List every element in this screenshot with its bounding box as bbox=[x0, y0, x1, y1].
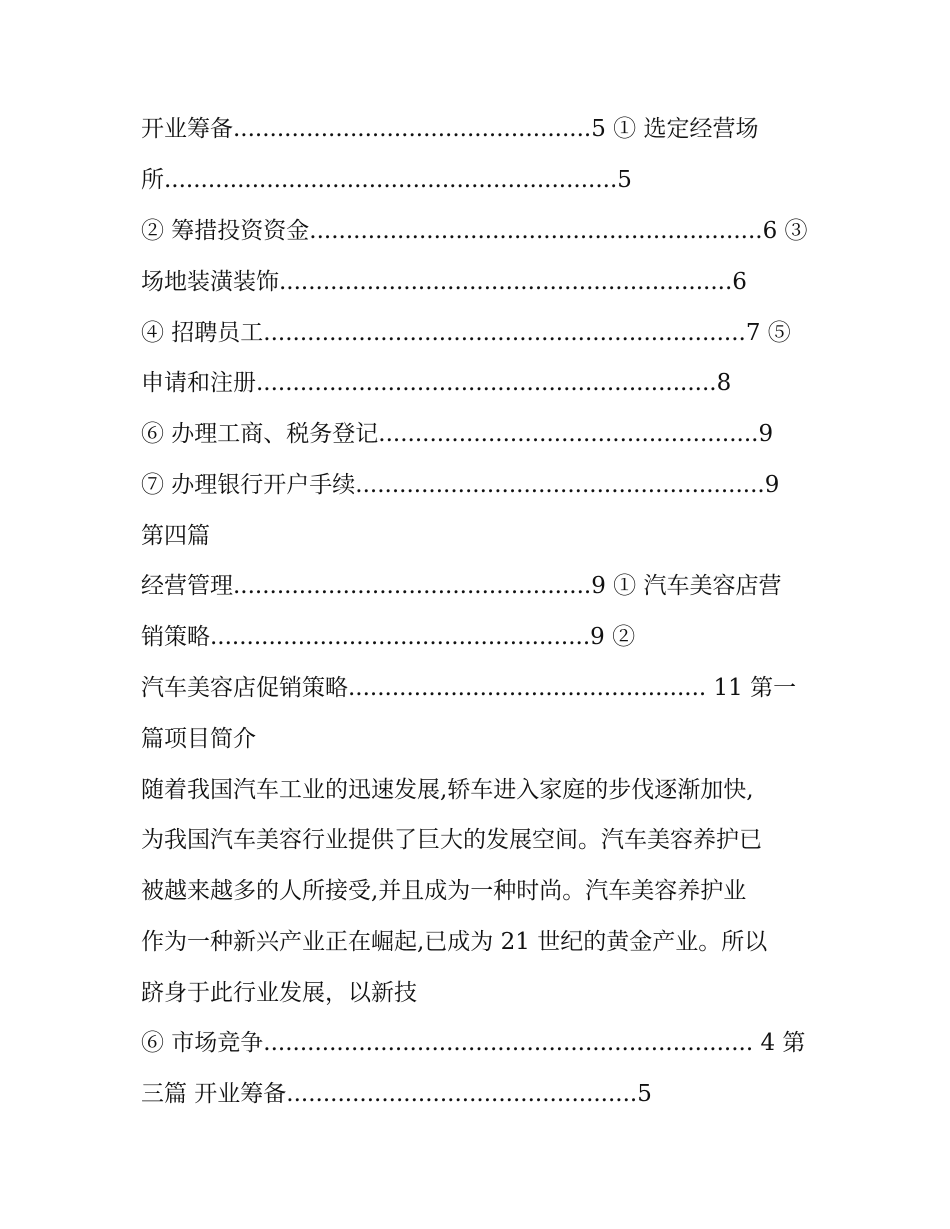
section-title-project-intro: 篇项目简介 bbox=[141, 726, 256, 752]
toc-line-premises-cont: 所..............................................................5 bbox=[141, 167, 632, 193]
toc-line-business-tax: ⑥ 办理工商、税务登记....................................................9 bbox=[141, 421, 774, 447]
toc-line-decoration: 场地装潢装饰..............................................................6 bbox=[141, 269, 747, 295]
body-text-line-3: 被越来越多的人所接受,并且成为一种时尚。汽车美容养护业 bbox=[141, 878, 747, 904]
toc-line-management: 经营管理.................................................9 ① 汽车美容店营 bbox=[141, 573, 782, 599]
toc-line-recruit: ④ 招聘员工..................................................................7 ⑤ bbox=[141, 320, 791, 346]
toc-line-competition: ⑥ 市场竞争................................................................... 4 第 bbox=[141, 1030, 806, 1056]
toc-line-part-four: 第四篇 bbox=[141, 523, 210, 549]
toc-line-promotion: 汽车美容店促销策略................................................. 11 第一 bbox=[141, 675, 797, 701]
body-text-line-2: 为我国汽车美容行业提供了巨大的发展空间。汽车美容养护已 bbox=[141, 827, 762, 853]
toc-line-bank-account: ⑦ 办理银行开户手续........................................................9 bbox=[141, 472, 780, 498]
toc-line-raise-funds: ② 筹措投资资金..............................................................6 ③ bbox=[141, 218, 808, 244]
toc-line-marketing: 销策略....................................................9 ② bbox=[141, 624, 636, 650]
toc-line-part-three: 三篇 开业筹备................................................5 bbox=[141, 1081, 652, 1107]
body-text-line-1: 随着我国汽车工业的迅速发展,轿车进入家庭的步伐逐渐加快, bbox=[141, 777, 754, 803]
toc-line-opening-preparation: 开业筹备.................................................5 ① 选定经营场 bbox=[141, 116, 759, 142]
toc-line-registration: 申请和注册...............................................................8 bbox=[141, 370, 732, 396]
body-text-line-5: 跻身于此行业发展，以新技 bbox=[141, 980, 417, 1006]
body-text-line-4: 作为一种新兴产业正在崛起,已成为 21 世纪的黄金产业。所以 bbox=[141, 929, 768, 955]
